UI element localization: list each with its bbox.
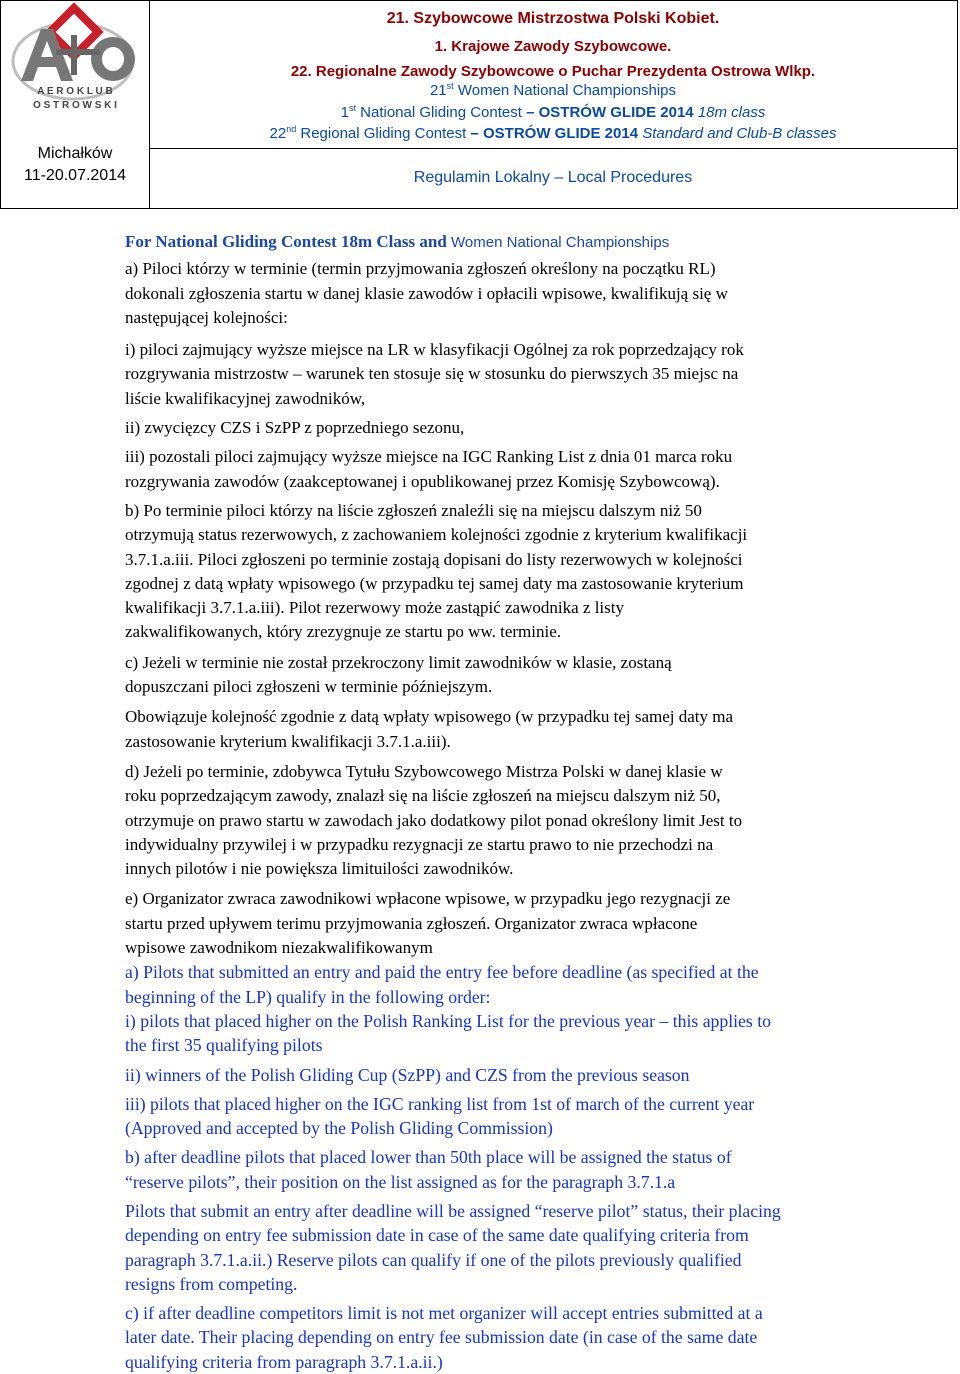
text-line: iii) pozostali piloci zajmujący wyższe miejsce na IGC Ranking List z dnia 01 marca roku xyxy=(125,447,733,467)
text-line-en: b) after deadline pilots that placed lower than 50th place will be assigned the status of xyxy=(125,1147,732,1168)
text-line-en: resigns from competing. xyxy=(125,1273,298,1294)
text-line-en: paragraph 3.7.1.a.ii.) Reserve pilots can qualify if one of the pilots previously qualified xyxy=(125,1249,742,1270)
text-line: dopuszczani piloci zgłoszeni w terminie późniejszym. xyxy=(125,677,493,697)
text-line-en: (Approved and accepted by the Polish Gliding Commission) xyxy=(125,1118,553,1139)
header-table xyxy=(0,0,958,209)
text-line: zgodnej z datą wpłaty wpisowego (w przypadku tej samej daty ma zastosowanie kryterium xyxy=(125,573,744,593)
title-en-2-dash: – xyxy=(526,104,535,121)
text-line: zastosowanie kryterium kwalifikacji 3.7.1.a.iii). xyxy=(125,731,451,751)
title-pl-3: 22. Regionalne Zawody Szybowcowe o Puchar Prezydenta Ostrowa Wlkp. xyxy=(290,63,816,80)
text-line-en: qualifying criteria from paragraph 3.7.1.a.ii.) xyxy=(125,1351,443,1372)
text-line: e) Organizator zwraca zawodnikowi wpłacone wpisowe, w przypadku jego rezygnacji ze xyxy=(125,889,731,909)
text-line: następującej kolejności: xyxy=(125,307,288,327)
text-line-en: a) Pilots that submitted an entry and paid the entry fee before deadline (as specified at the xyxy=(125,962,759,983)
text-line: d) Jeżeli po terminie, zdobywca Tytułu Szybowcowego Mistrza Polski w danej klasie w xyxy=(125,761,723,781)
text-line: dokonali zgłoszenia startu w danej klasie zawodów i opłacili wpisowe, kwalifikują się w xyxy=(125,283,728,303)
title-en-2-event: OSTRÓW GLIDE 2014 xyxy=(538,104,694,121)
text-line-en: c) if after deadline competitors limit is not met organizer will accept entries submitted at a xyxy=(125,1303,763,1324)
text-line: liście kwalifikacyjnej zawodników, xyxy=(125,388,366,408)
title-en-2-num: 1 xyxy=(340,104,349,121)
text-line: wpisowe zawodnikom niezakwalifikowanym xyxy=(125,938,433,958)
logo-ring-top: A E R O K L U B xyxy=(37,86,113,97)
section-heading-rest: Women National Championships xyxy=(451,234,670,251)
title-en-2-text: National Gliding Contest xyxy=(360,104,522,121)
text-line: otrzymują status rezerwowych, z zachowaniem kolejności zgodnie z kryterium kwalifikacji xyxy=(125,525,748,545)
logo-cell xyxy=(1,1,150,208)
english-text xyxy=(125,960,940,1374)
text-line-en: beginning of the LP) qualify in the following order: xyxy=(125,986,491,1007)
title-en-2-class: 18m class xyxy=(697,104,766,121)
subtitle-cell xyxy=(149,149,957,208)
section-heading-bold: For National Gliding Contest 18m Class and xyxy=(125,232,447,251)
document-body xyxy=(125,230,940,1374)
text-line-en: the first 35 qualifying pilots xyxy=(125,1035,323,1056)
subtitle-en: Local Procedures xyxy=(567,169,693,186)
logo-ring-bottom: O S T R O W S K I xyxy=(33,100,117,111)
text-line: innych pilotów i nie powiększa limituilości zawodników. xyxy=(125,859,514,879)
event-dates: 11-20.07.2014 xyxy=(23,167,126,184)
text-line: kwalifikacji 3.7.1.a.iii). Pilot rezerwowy może zastąpić zawodnika z listy xyxy=(125,598,624,618)
subtitle xyxy=(149,169,957,187)
text-line: indywidualny przywilej i w przypadku rezygnacji ze startu prawo to nie przechodzi na xyxy=(125,834,714,854)
text-line: otrzymuje on prawo startu w zawodach jako dodatkowy pilot ponad określony limit Jest to xyxy=(125,810,743,830)
text-line-en: later date. Their placing depending on entry fee submission date (in case of the same date xyxy=(125,1327,758,1348)
text-line: a) Piloci którzy w terminie (termin przyjmowania zgłoszeń określony na początku RL) xyxy=(125,259,716,279)
place-name: Michałków xyxy=(37,145,113,162)
title-en-3-sup: nd xyxy=(286,124,297,134)
aeroklub-logo xyxy=(1,1,149,131)
title-pl-1: 21. Szybowcowe Mistrzostwa Polski Kobiet. xyxy=(386,10,720,27)
section-heading xyxy=(125,230,940,255)
title-en-1-sup: st xyxy=(446,81,454,91)
text-line: roku poprzedzającym zawody, znalazł się na liście zgłoszeń na miejscu dalszym niż 50, xyxy=(125,786,721,806)
title-cell xyxy=(149,1,957,149)
title-en-3-event: OSTRÓW GLIDE 2014 xyxy=(483,125,639,142)
text-line: 3.7.1.a.iii. Piloci zgłoszeni po terminie zostają dopisani do listy rezerwowych w kolejności xyxy=(125,549,743,569)
text-line-en: “reserve pilots”, their position on the list assigned as for the paragraph 3.7.1.a xyxy=(125,1171,676,1192)
text-line-en: depending on entry fee submission date in case of the same date qualifying criteria from xyxy=(125,1225,749,1246)
text-line: Obowiązuje kolejność zgodnie z datą wpłaty wpisowego (w przypadku tej samej daty ma xyxy=(125,707,734,727)
text-line: b) Po terminie piloci którzy na liście zgłoszeń znaleźli się na miejscu dalszym niż 50 xyxy=(125,500,702,520)
text-line: rozgrywania zawodów (zaakceptowanej i opublikowanej przez Komisję Szybowcową). xyxy=(125,471,720,491)
text-line: zakwalifikowanych, który zrezygnuje ze startu po ww. terminie. xyxy=(125,622,562,642)
text-line: rozgrywania mistrzostw – warunek ten stosuje się w stosunku do pierwszych 35 miejsc na xyxy=(125,364,739,384)
title-en-2-sup: st xyxy=(348,103,356,113)
polish-text xyxy=(125,257,940,960)
title-en-1-num: 21 xyxy=(429,82,447,99)
title-en-2 xyxy=(149,103,957,121)
title-en-3-class: Standard and Club-B classes xyxy=(642,125,837,142)
subtitle-dash: – xyxy=(554,169,564,186)
title-en-3-dash: – xyxy=(470,125,479,142)
text-line: startu przed upływem terimu przyjmowania zgłoszeń. Organizator zwraca wpłacone xyxy=(125,913,698,933)
text-line-en: ii) winners of the Polish Gliding Cup (SzPP) and CZS from the previous season xyxy=(125,1064,690,1085)
text-line: i) piloci zajmujący wyższe miejsce na LR w klasyfikacji Ogólnej za rok poprzedzający rok xyxy=(125,340,744,360)
text-line-en: i) pilots that placed higher on the Polish Ranking List for the previous year – this applies to xyxy=(125,1010,771,1031)
title-en-1 xyxy=(149,81,957,99)
title-en-3-num: 22 xyxy=(269,125,287,142)
text-line: ii) zwycięzcy CZS i SzPP z poprzedniego sezonu, xyxy=(125,418,465,438)
text-line-en: Pilots that submit an entry after deadline will be assigned “reserve pilot” status, their placing xyxy=(125,1200,781,1221)
title-en-1-text: Women National Championships xyxy=(457,82,677,99)
title-en-3-text: Regional Gliding Contest xyxy=(300,125,467,142)
text-line: c) Jeżeli w terminie nie został przekroczony limit zawodników w klasie, zostaną xyxy=(125,652,672,672)
title-pl-2: 1. Krajowe Zawody Szybowcowe. xyxy=(434,38,672,55)
text-line-en: iii) pilots that placed higher on the IGC ranking list from 1st of march of the current year xyxy=(125,1093,755,1114)
title-en-3 xyxy=(149,124,957,142)
subtitle-pl: Regulamin Lokalny xyxy=(413,169,550,186)
